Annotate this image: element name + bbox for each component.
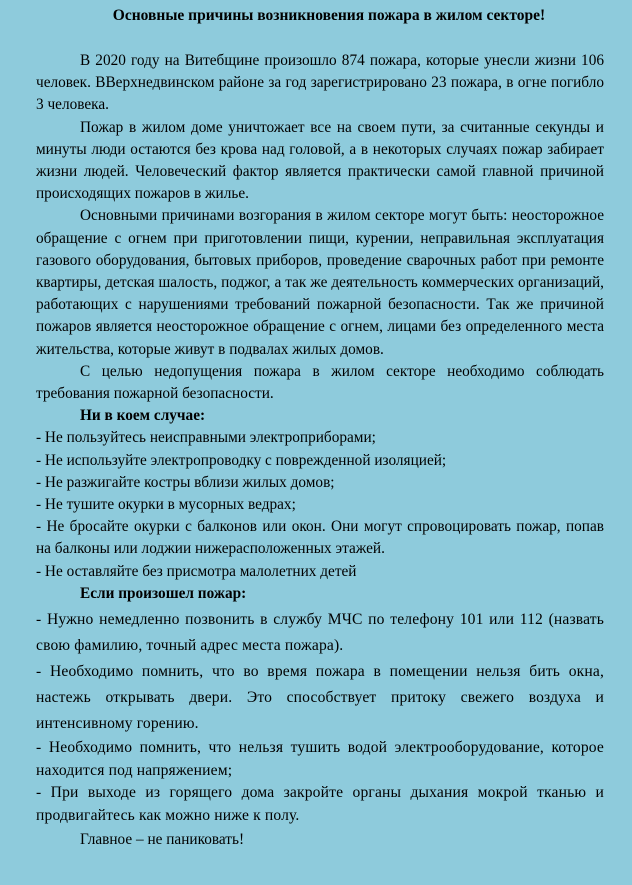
paragraph-causes: Основными причинами возгорания в жилом секторе могут быть: неосторожное обращение с огнем при приготовлении пищи, курении, неправильная эксплуатация газового оборудования, бытовых приборов, проведение сварочных работ при ремонте квартиры, детская шалость, поджог, а так же деятельность коммерческих организаций, работающих с нарушениями требований пожарной безопасности. Так же причиной пожаров является неосторожное обращение с огнем, лицами без определенного места жительства, которые живут в подвалах жилых домов.: [36, 207, 604, 358]
list-item: - Нужно немедленно позвонить в службу МЧС по телефону 101 или 112 (назвать свою фамилию, точный адрес места пожара).: [36, 611, 604, 655]
list-item: - Не разжигайте костры вблизи жилых домов;: [36, 473, 335, 491]
closing-line: Главное – не паниковать!: [80, 831, 245, 849]
list-item: - Не пользуйтесь неисправными электроприборами;: [36, 429, 376, 447]
section-heading-if-fire: Если произошел пожар:: [80, 584, 247, 602]
list-item: - Необходимо помнить, что во время пожара в помещении нельзя бить окна, настежь открывать двери. Это способствует притоку свежего воздуха и интенсивному горению.: [36, 663, 604, 733]
section-heading-never: Ни в коем случае:: [80, 407, 206, 425]
document-title: Основные причины возникновения пожара в жилом секторе!: [112, 7, 546, 24]
paragraph-statistics: В 2020 году на Витебщине произошло 874 пожара, которые унесли жизни 106 человек. ВВерхнедвинском районе за год зарегистрировано 23 пожара, в огне погибло 3 человека.: [36, 52, 604, 114]
list-item: - Необходимо помнить, что нельзя тушить водой электрооборудование, которое находится под напряжением;: [36, 739, 604, 779]
list-item: - Не используйте электропроводку с поврежденной изоляцией;: [36, 451, 447, 469]
list-item: - Не тушите окурки в мусорных ведрах;: [36, 496, 296, 514]
list-item: - При выходе из горящего дома закройте органы дыхания мокрой тканью и продвигайтесь как можно ниже к полу.: [36, 784, 604, 824]
list-item: - Не оставляйте без присмотра малолетних детей: [36, 562, 357, 580]
list-item: - Не бросайте окурки с балконов или окон. Они могут спровоцировать пожар, попав на балконы или лоджии нижерасположенных этажей.: [36, 518, 604, 558]
paragraph-fire-danger: Пожар в жилом доме уничтожает все на своем пути, за считанные секунды и минуты люди остаются без крова над головой, а в некоторых случаях пожар забирает жизни людей. Человеческий фактор является практически самой главной причиной происходящих пожаров в жилье.: [36, 118, 604, 203]
paragraph-prevention: С целью недопущения пожара в жилом секторе необходимо соблюдать требования пожарной безопасности.: [36, 362, 604, 403]
